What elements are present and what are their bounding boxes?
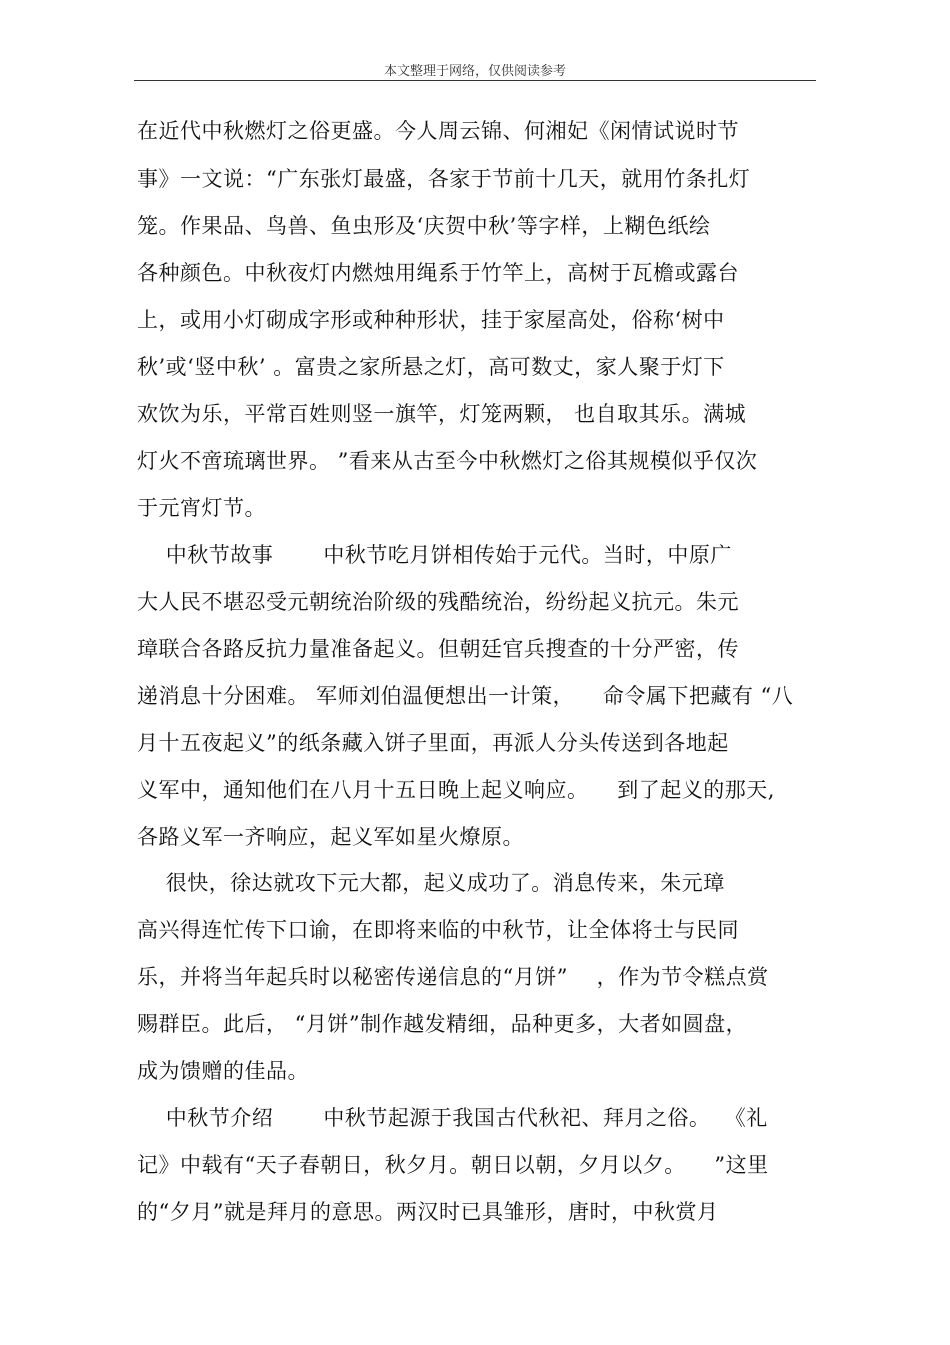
text-line: 乐，并将当年起兵时以秘密传递信息的“月饼” ，作为节令糕点赏 bbox=[137, 965, 769, 989]
text-line: 于元宵灯节。 bbox=[137, 496, 266, 520]
text-line: 秋’或‘竖中秋’ 。富贵之家所悬之灯，高可数丈，家人聚于灯下 bbox=[137, 355, 725, 379]
text-line: 欢饮为乐，平常百姓则竖一旗竿，灯笼两颗， 也自取其乐。满城 bbox=[137, 402, 747, 426]
text-line: 璋联合各路反抗力量准备起义。但朝廷官兵搜查的十分严密，传 bbox=[137, 637, 739, 661]
text-line: 事》一文说：“广东张灯最盛，各家于节前十几天，就用竹条扎灯 bbox=[137, 167, 751, 191]
text-line: 笼。作果品、鸟兽、鱼虫形及‘庆贺中秋’等字样，上糊色纸绘 bbox=[137, 214, 711, 238]
text-line: 中秋节介绍 中秋节起源于我国古代秋祀、拜月之俗。 《礼 bbox=[137, 1106, 768, 1130]
text-line: 高兴得连忙传下口谕，在即将来临的中秋节，让全体将士与民同 bbox=[137, 918, 739, 942]
text-line: 灯火不啻琉璃世界。 ”看来从古至今中秋燃灯之俗其规模似乎仅次 bbox=[137, 449, 758, 473]
text-line: 成为馈赠的佳品。 bbox=[137, 1059, 309, 1083]
text-line: 大人民不堪忍受元朝统治阶级的残酷统治，纷纷起义抗元。朱元 bbox=[137, 590, 739, 614]
text-line: 各路义军一齐响应，起义军如星火燎原。 bbox=[137, 825, 524, 849]
text-line: 记》中载有“天子春朝日，秋夕月。朝日以朝，夕月以夕。 ”这里 bbox=[137, 1153, 769, 1177]
page-header: 本文整理于网络，仅供阅读参考 bbox=[383, 64, 566, 79]
text-line: 中秋节故事 中秋节吃月饼相传始于元代。当时，中原广 bbox=[137, 543, 732, 567]
text-line: 在近代中秋燃灯之俗更盛。今人周云锦、何湘妃《闲情试说时节 bbox=[137, 119, 739, 143]
text-line: 上，或用小灯砌成字形或种种形状，挂于家屋高处，俗称‘树中 bbox=[137, 308, 725, 332]
text-line: 赐群臣。此后， “月饼”制作越发精细，品种更多，大者如圆盘， bbox=[137, 1012, 748, 1036]
text-line: 义军中，通知他们在八月十五日晚上起义响应。 到了起义的那天, bbox=[137, 778, 775, 802]
text-line: 的“夕月”就是拜月的意思。两汉时已具雏形，唐时，中秋赏月 bbox=[137, 1200, 719, 1224]
text-line: 月十五夜起义”的纸条藏入饼子里面，再派人分头传送到各地起 bbox=[137, 731, 729, 755]
text-line: 各种颜色。中秋夜灯内燃烛用绳系于竹竿上，高树于瓦檐或露台 bbox=[137, 261, 739, 285]
text-line: 递消息十分困难。 军师刘伯温便想出一计策， 命令属下把藏有 “八 bbox=[137, 684, 794, 708]
text-line: 很快，徐达就攻下元大都，起义成功了。消息传来，朱元璋 bbox=[137, 871, 725, 895]
